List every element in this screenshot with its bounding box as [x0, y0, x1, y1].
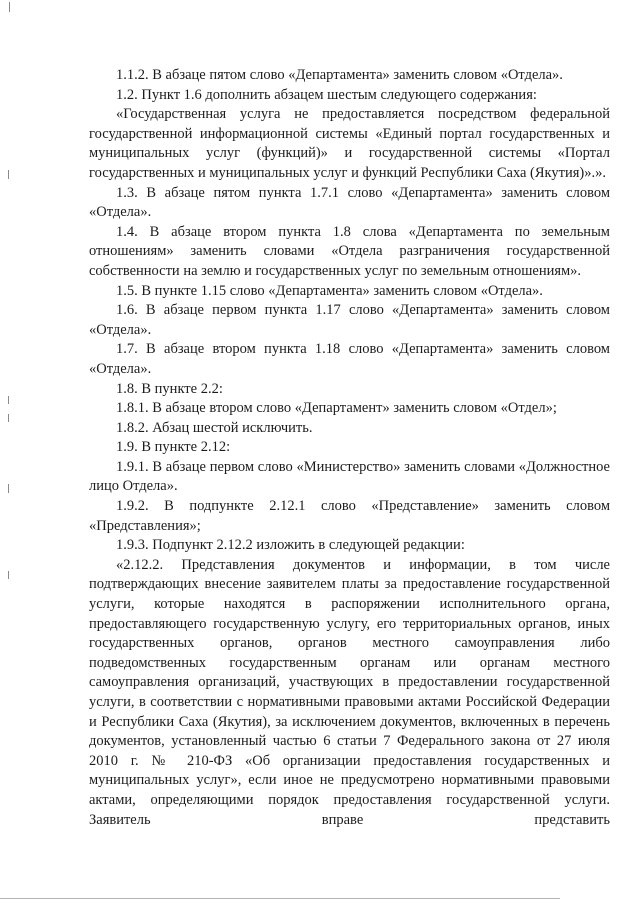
scan-mark [8, 484, 9, 493]
paragraph: 1.4. В абзаце втором пункта 1.8 слова «Департамента по земельным отношениям» заменить словами «Отдела разграничения государственной собственности на землю и государственных услуг по земельным отношениям». [89, 223, 610, 279]
page-bottom-rule [0, 898, 560, 899]
scan-mark [8, 170, 9, 179]
paragraph: «Государственная услуга не предоставляется посредством федеральной государственной информационной системы «Единый портал государственных и муниципальных услуг (функций)» и государственной системы «Портал государственных и муниципальных услуг и функций Республики Саха (Якутия)».». [89, 106, 610, 181]
paragraph: 1.8.2. Абзац шестой исключить. [116, 419, 313, 436]
paragraph: «2.12.2. Представления документов и информации, в том числе подтверждающих внесение заявителем платы за предоставление государственной услуги, которые находятся в распоряжении исполнительного органа, предоставляющего государственную услугу, его территориальных органов, иных государственных органов, органов местного самоуправления либо подведомственных государственным органам или органам местного самоуправления организаций, участвующих в предоставлении государственной услуги, в соответствии с нормативными правовыми актами Российской Федерации и Республики Саха (Якутия), за исключением документов, включенных в перечень документов, установленный частью 6 статьи 7 Федерального закона от 27 июля 2010 г. № 210-ФЗ «Об организации предоставления государственных и муниципальных услуг», если иное не предусмотрено нормативными правовыми актами, определяющими порядок предоставления государственной услуги. Заявитель вправе представить [89, 556, 610, 828]
paragraph: 1.6. В абзаце первом пункта 1.17 слово «Департамента» заменить словом «Отдела». [89, 302, 610, 338]
scan-mark [8, 414, 9, 422]
paragraph: 1.2. Пункт 1.6 дополнить абзацем шестым следующего содержания: [116, 86, 537, 103]
paragraph: 1.8.1. В абзаце втором слово «Департамент» заменить словом «Отдел»; [116, 400, 557, 417]
paragraph: 1.5. В пункте 1.15 слово «Департамента» заменить словом «Отдела». [116, 282, 543, 299]
paragraph: 1.1.2. В абзаце пятом слово «Департамента» заменить словом «Отдела». [116, 67, 563, 83]
scan-mark [8, 396, 9, 404]
paragraph: 1.8. В пункте 2.2: [116, 380, 223, 397]
paragraph: 1.9.3. Подпункт 2.12.2 изложить в следующей редакции: [116, 537, 465, 554]
document-body [89, 66, 610, 830]
paragraph: 1.7. В абзаце втором пункта 1.18 слово «Департамента» заменить словом «Отдела». [89, 341, 610, 377]
scan-mark [8, 571, 9, 579]
paragraph: 1.9. В пункте 2.12: [116, 439, 231, 456]
paragraph: 1.9.1. В абзаце первом слово «Министерство» заменить словами «Должностное лицо Отдела». [89, 458, 610, 495]
scan-mark [9, 2, 10, 12]
paragraph: 1.3. В абзаце пятом пункта 1.7.1 слово «Департамента» заменить словом «Отдела». [89, 184, 610, 221]
paragraph: 1.9.2. В подпункте 2.12.1 слово «Представление» заменить словом «Представления»; [89, 498, 610, 534]
